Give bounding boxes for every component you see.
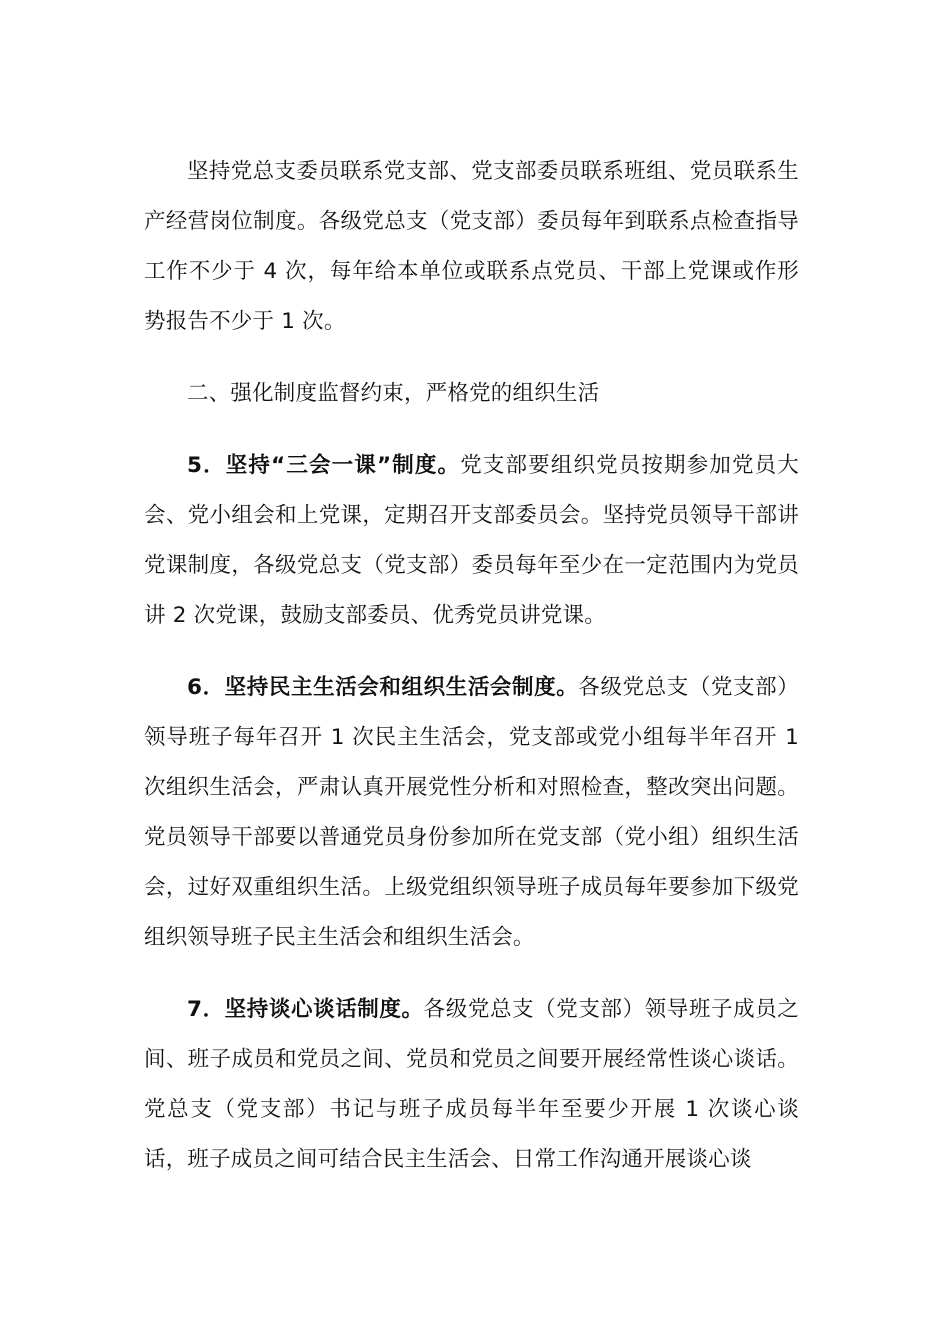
paragraph-text: 党支部要组织党员按期参加党员大会、党小组会和上党课，定期召开支部委员会。坚持党员领导干部讲党课制度，各级党总支（党支部）委员每年至少在一定范围内为党员讲 2 次党课，鼓励支部委员、优秀党员讲党课。: [144, 453, 799, 628]
paragraph-text: 坚持党总支委员联系党支部、党支部委员联系班组、党员联系生产经营岗位制度。各级党总支（党支部）委员每年到联系点检查指导工作不少于 4 次，每年给本单位或联系点党员、干部上党课或作形势报告不少于 1 次。: [144, 159, 799, 334]
section-heading-text: 二、强化制度监督约束，严格党的组织生活: [187, 381, 600, 406]
paragraph-item-5: [144, 441, 799, 641]
paragraph-text: 各级党总支（党支部）领导班子成员之间、班子成员和党员之间、党员和党员之间要开展经常性谈心谈话。党总支（党支部）书记与班子成员每半年至要少开展 1 次谈心谈话，班子成员之间可结合民主生活会、日常工作沟通开展谈心谈: [144, 997, 799, 1172]
paragraph-item-7: [144, 985, 799, 1185]
paragraph-text: 各级党总支（党支部）领导班子每年召开 1 次民主生活会，党支部或党小组每半年召开 1 次组织生活会，严肃认真开展党性分析和对照检查，整改突出问题。党员领导干部要以普通党员身份参加所在党支部（党小组）组织生活会，过好双重组织生活。上级党组织领导班子成员每年要参加下级党组织领导班子民主生活会和组织生活会。: [144, 675, 799, 950]
document-body: [144, 147, 799, 1185]
paragraph-item-6: [144, 663, 799, 963]
section-heading-two: [144, 369, 799, 419]
item-heading: 7．坚持谈心谈话制度。: [187, 997, 424, 1022]
item-heading: 6．坚持民主生活会和组织生活会制度。: [187, 675, 579, 700]
paragraph-liaison-system: [144, 147, 799, 347]
item-heading: 5．坚持“三会一课”制度。: [187, 453, 461, 478]
